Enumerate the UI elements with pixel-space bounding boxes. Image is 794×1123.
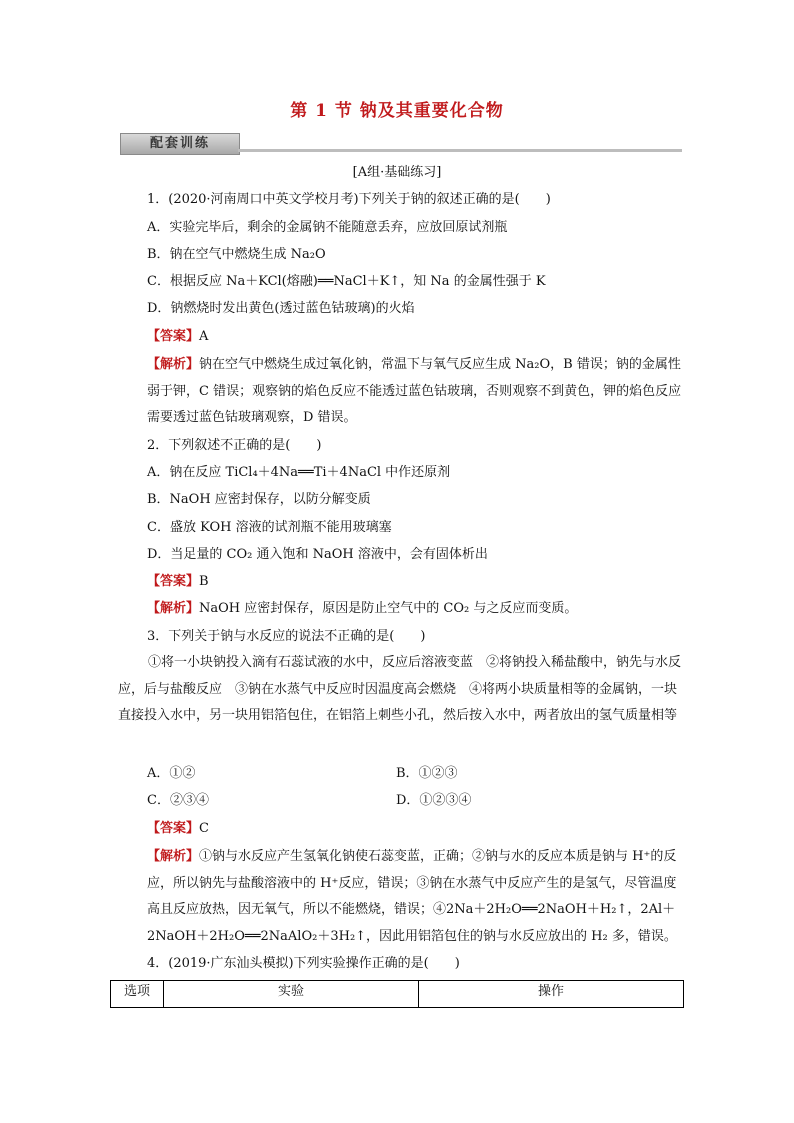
group-heading: [A组·基础练习]: [352, 165, 442, 180]
answer-label: 【答案】: [147, 574, 200, 589]
answer-value: A: [199, 329, 209, 344]
q3-option-d: D．①②③④: [396, 793, 472, 808]
analysis-text: ①钠与水反应产生氢氧化钠使石蕊变蓝，正确；②钠与水的反应本质是钠与 H⁺的反应，所以钠先与盐酸溶液中的 H⁺反应，错误；③钠在水蒸气中反应产生的是氢气，尽管温度高且反应放热，因无氧气，所以不能燃烧，错误；④2Na＋2H₂O══2NaOH＋H₂↑，2Al＋2NaOH＋2H₂O══2NaAlO₂＋3H₂↑，因此用铝箔包住的钠与水反应放出的 H₂ 多，错误。: [147, 849, 677, 944]
answer-value: C: [199, 821, 209, 836]
table-header-experiment: 实验: [277, 984, 304, 999]
q1-option-b: B．钠在空气中燃烧生成 Na₂O: [147, 247, 326, 262]
q3-option-c: C．②③④: [147, 793, 209, 808]
q2-option-d: D．当足量的 CO₂ 通入饱和 NaOH 溶液中，会有固体析出: [147, 547, 488, 562]
analysis-label: 【解析】: [147, 849, 200, 864]
answer-label: 【答案】: [147, 329, 200, 344]
q3-option-b: B．①②③: [396, 766, 458, 781]
banner-divider: [238, 149, 682, 152]
q4-table-header: [110, 980, 684, 1008]
table-header-option: 选项: [123, 984, 150, 999]
q1-option-c: C．根据反应 Na＋KCl(熔融)══NaCl＋K↑，知 Na 的金属性强于 K: [147, 274, 546, 289]
section-banner: [120, 133, 682, 155]
answer-value: B: [199, 574, 209, 589]
q2-option-b: B．NaOH 应密封保存，以防分解变质: [147, 492, 371, 507]
q2-stem: 2．下列叙述不正确的是( ): [147, 438, 322, 453]
analysis-label: 【解析】: [147, 357, 200, 372]
q3-analysis: [147, 844, 684, 950]
q2-analysis: [147, 600, 577, 618]
q1-option-d: D．钠燃烧时发出黄色(透过蓝色钴玻璃)的火焰: [147, 301, 415, 316]
q1-analysis: [147, 352, 684, 432]
q1-answer: [147, 328, 208, 346]
q3-body: ①将一小块钠投入滴有石蕊试液的水中，反应后溶液变蓝 ②将钠投入稀盐酸中，钠先与水反应，后与盐酸反应 ③钠在水蒸气中反应时因温度高会燃烧 ④将两小块质量相等的金属钠，一块直接投入水中，另一块用铝箔包住，在铝箔上刺些小孔，然后按入水中，两者放出的氢气质量相等: [118, 655, 682, 723]
page-title: 第 1 节 钠及其重要化合物: [290, 101, 504, 121]
answer-label: 【答案】: [147, 821, 200, 836]
q2-option-a: A．钠在反应 TiCl₄＋4Na══Ti＋4NaCl 中作还原剂: [147, 465, 451, 480]
q3-answer: [147, 820, 209, 838]
q2-option-c: C．盛放 KOH 溶液的试剂瓶不能用玻璃塞: [147, 520, 392, 535]
q1-option-a: A．实验完毕后，剩余的金属钠不能随意丢弃，应放回原试剂瓶: [147, 220, 508, 235]
q3-stem: 3．下列关于钠与水反应的说法不正确的是( ): [147, 629, 426, 644]
banner-label: 配套训练: [120, 133, 240, 155]
table-header-operation: 操作: [537, 984, 564, 999]
q4-stem: 4．(2019·广东汕头模拟)下列实验操作正确的是( ): [147, 956, 460, 971]
analysis-label: 【解析】: [147, 601, 200, 616]
analysis-text: NaOH 应密封保存，原因是防止空气中的 CO₂ 与之反应而变质。: [199, 601, 578, 616]
q2-answer: [147, 573, 209, 591]
analysis-text: 钠在空气中燃烧生成过氧化钠，常温下与氧气反应生成 Na₂O，B 错误；钠的金属性弱于钾，C 错误；观察钠的焰色反应不能透过蓝色钴玻璃，否则观察不到黄色，钾的焰色反应需要透过蓝色钴玻璃观察，D 错误。: [147, 357, 682, 425]
q3-option-a: A．①②: [147, 766, 196, 781]
q1-stem: 1．(2020·河南周口中英文学校月考)下列关于钠的叙述正确的是( ): [147, 192, 551, 207]
